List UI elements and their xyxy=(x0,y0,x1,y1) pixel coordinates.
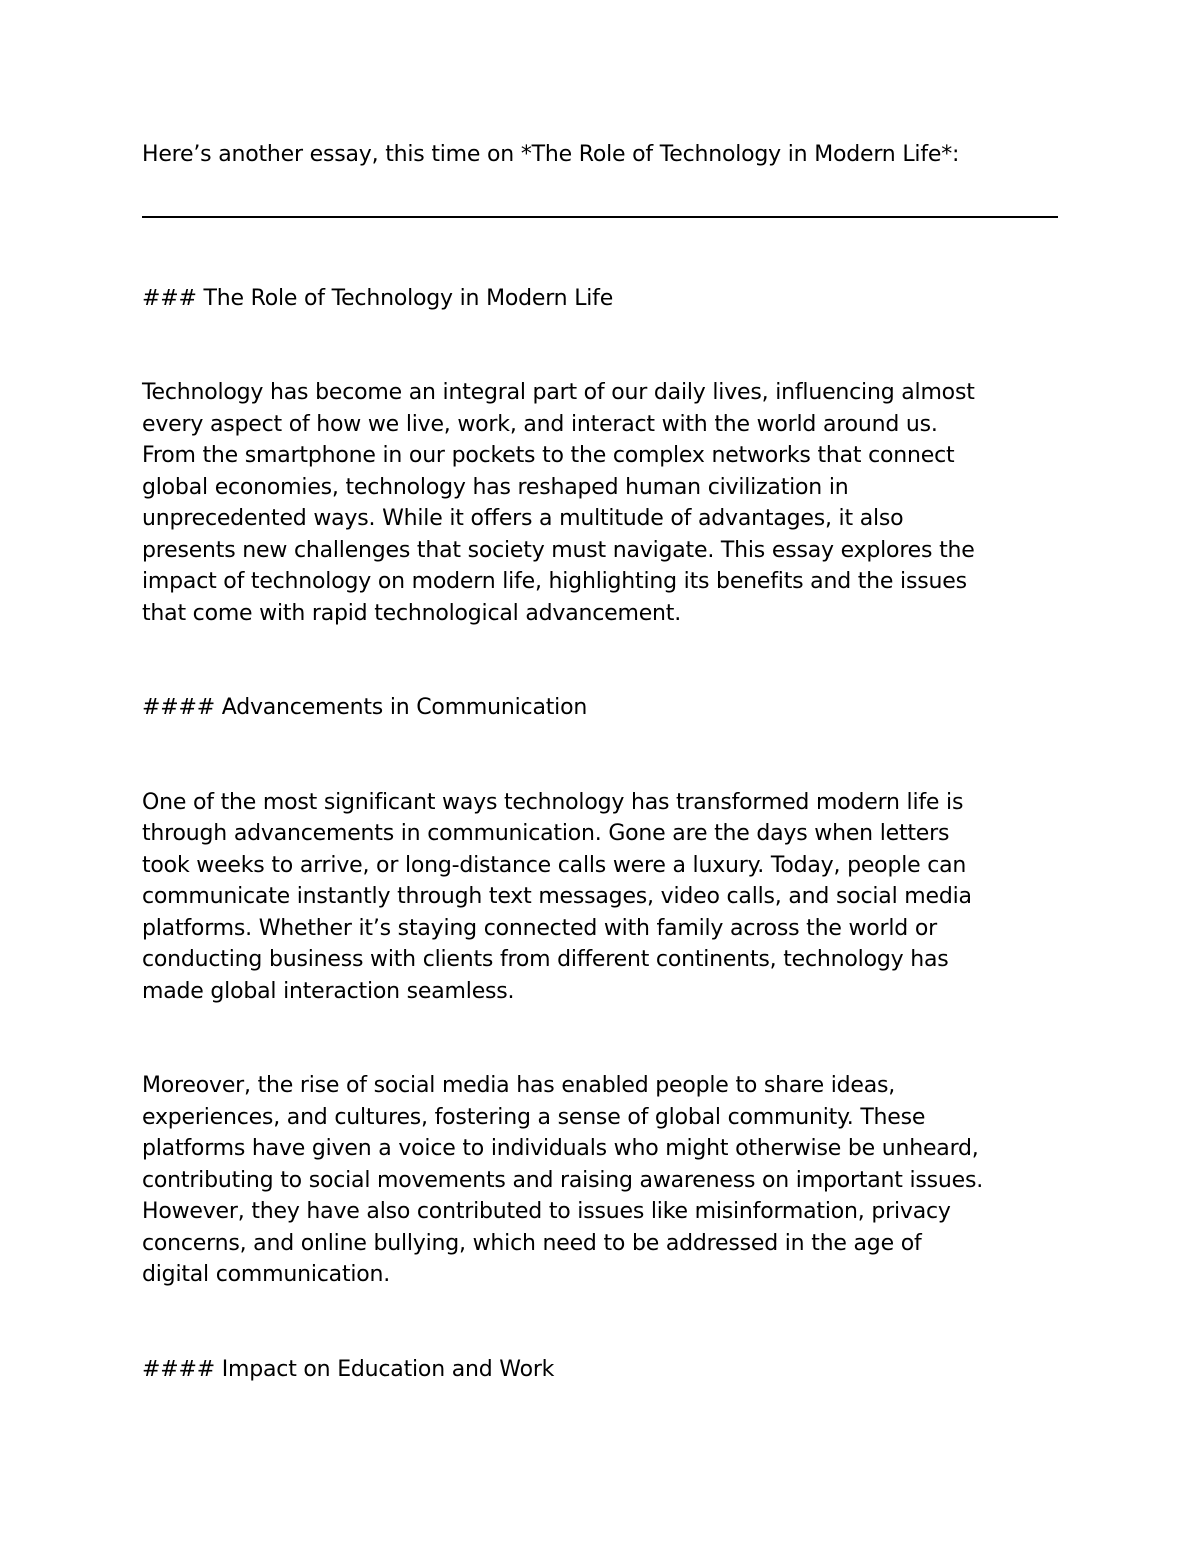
essay-title-heading: ### The Role of Technology in Modern Life xyxy=(142,285,614,311)
paragraph-introduction: Technology has become an integral part of our daily lives, influencing almost every aspect of how we live, work, and interact with the world around us. From the smartphone in our pockets to the complex networks that connect global economies, technology has reshaped human civilization in unprecedented ways. While it offers a multitude of advantages, it also presents new challenges that society must navigate. This essay explores the impact of technology on modern life, highlighting its benefits and the issues that come with rapid technological advancement. xyxy=(142,380,975,626)
intro-line: Here’s another essay, this time on *The Role of Technology in Modern Life*: xyxy=(142,142,960,167)
paragraph-communication: One of the most significant ways technology has transformed modern life is through advancements in communication. Gone are the days when letters took weeks to arrive, or long-distance calls were a luxury. Today, people can communicate instantly through text messages, video calls, and social media platforms. Whether it’s staying connected with family across the world or conducting business with clients from different continents, technology has made global interaction seamless. xyxy=(142,789,972,1004)
section-heading-communication: #### Advancements in Communication xyxy=(142,695,588,720)
section-heading-education-work: #### Impact on Education and Work xyxy=(142,1356,555,1382)
document-body xyxy=(142,139,1062,1385)
horizontal-rule xyxy=(142,216,1058,218)
paragraph-social-media: Moreover, the rise of social media has enabled people to share ideas, experiences, and cultures, fostering a sense of global community. These platforms have given a voice to individuals who might otherwise be unheard, contributing to social movements and raising awareness on important issues. However, they have also contributed to issues like misinformation, privacy concerns, and online bullying, which need to be addressed in the age of digital communication. xyxy=(142,1073,984,1287)
